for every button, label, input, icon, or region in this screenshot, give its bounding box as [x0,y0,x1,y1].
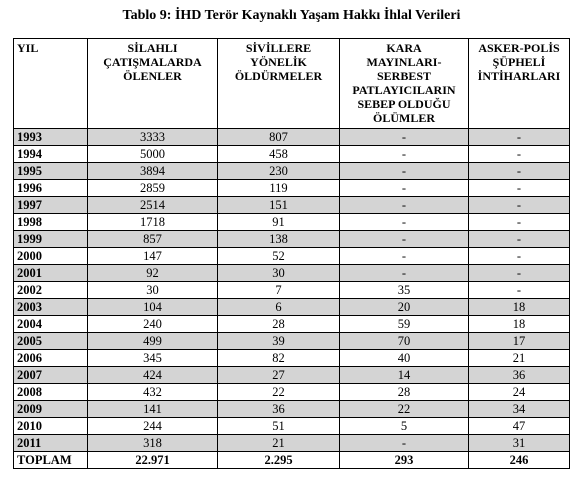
table-row [14,248,570,265]
header-line: SEBEP OLDUĞU [357,97,451,111]
header-line: ÖLDÜRMELER [234,69,323,83]
year-cell: 2006 [14,350,88,367]
civilian-killings-cell: 22 [218,384,340,401]
year-cell: 2007 [14,367,88,384]
table-row [14,418,570,435]
mine-deaths-cell: 22 [340,401,469,418]
civilian-killings-cell: 91 [218,214,340,231]
mine-deaths-cell: - [340,180,469,197]
armed-clashes-cell: 345 [88,350,218,367]
table-row [14,231,570,248]
year-cell: 2009 [14,401,88,418]
year-cell: 2003 [14,299,88,316]
table-row [14,435,570,452]
civilian-killings-cell: 458 [218,146,340,163]
table-row [14,384,570,401]
header-line: YÖNELİK [250,55,307,69]
table-row [14,333,570,350]
mine-deaths-cell: - [340,435,469,452]
civilian-killings-cell: 21 [218,435,340,452]
suicides-cell: - [469,248,570,265]
mine-deaths-cell: 70 [340,333,469,350]
year-cell: 2008 [14,384,88,401]
mine-deaths-cell: - [340,197,469,214]
table-row [14,129,570,146]
total-suicides-cell: 246 [469,452,570,469]
armed-clashes-cell: 318 [88,435,218,452]
header-suicides [469,39,570,129]
table-row [14,265,570,282]
civilian-killings-cell: 36 [218,401,340,418]
total-mine-deaths-cell: 293 [340,452,469,469]
mine-deaths-cell: - [340,146,469,163]
suicides-cell: 31 [469,435,570,452]
civilian-killings-cell: 30 [218,265,340,282]
armed-clashes-cell: 3333 [88,129,218,146]
armed-clashes-cell: 424 [88,367,218,384]
year-cell: 1994 [14,146,88,163]
suicides-cell: - [469,282,570,299]
year-cell: 2002 [14,282,88,299]
suicides-cell: 47 [469,418,570,435]
header-line: MAYINLARI- [366,55,442,69]
armed-clashes-cell: 141 [88,401,218,418]
table-row [14,180,570,197]
table-row [14,350,570,367]
civilian-killings-cell: 28 [218,316,340,333]
mine-deaths-cell: - [340,129,469,146]
total-armed-clashes-cell: 22.971 [88,452,218,469]
suicides-cell: - [469,265,570,282]
year-cell: 2005 [14,333,88,350]
suicides-cell: - [469,197,570,214]
header-line: ÇATIŞMALARDA [103,55,202,69]
header-line: ÖLÜMLER [372,111,435,125]
header-year [14,39,88,129]
suicides-cell: 34 [469,401,570,418]
mine-deaths-cell: - [340,265,469,282]
header-mine-deaths [340,39,469,129]
header-line: ŞÜPHELİ [492,55,546,69]
armed-clashes-cell: 2514 [88,197,218,214]
table-title: Tablo 9: İHD Terör Kaynaklı Yaşam Hakkı İhlal Verileri [122,8,461,23]
civilian-killings-cell: 82 [218,350,340,367]
table-row [14,214,570,231]
year-cell: 1996 [14,180,88,197]
armed-clashes-cell: 5000 [88,146,218,163]
civilian-killings-cell: 52 [218,248,340,265]
table-row [14,163,570,180]
armed-clashes-cell: 2859 [88,180,218,197]
year-cell: 1998 [14,214,88,231]
suicides-cell: - [469,129,570,146]
mine-deaths-cell: 40 [340,350,469,367]
civilian-killings-cell: 51 [218,418,340,435]
armed-clashes-cell: 104 [88,299,218,316]
armed-clashes-cell: 147 [88,248,218,265]
armed-clashes-cell: 92 [88,265,218,282]
year-cell: 2000 [14,248,88,265]
civilian-killings-cell: 230 [218,163,340,180]
mine-deaths-cell: 14 [340,367,469,384]
civilian-killings-cell: 119 [218,180,340,197]
civilian-killings-cell: 138 [218,231,340,248]
header-line: ÖLENLER [123,69,182,83]
armed-clashes-cell: 857 [88,231,218,248]
mine-deaths-cell: 35 [340,282,469,299]
armed-clashes-cell: 499 [88,333,218,350]
header-line: PATLAYICILARIN [352,83,456,97]
armed-clashes-cell: 1718 [88,214,218,231]
mine-deaths-cell: 28 [340,384,469,401]
table-row [14,401,570,418]
header-civilian-killings [218,39,340,129]
year-cell: 2011 [14,435,88,452]
suicides-cell: - [469,163,570,180]
armed-clashes-cell: 30 [88,282,218,299]
table-row [14,316,570,333]
table-row [14,299,570,316]
suicides-cell: 18 [469,316,570,333]
header-line: İNTİHARLARI [477,69,561,83]
header-line: ASKER-POLİS [478,41,560,55]
year-cell: 1997 [14,197,88,214]
suicides-cell: - [469,180,570,197]
table-row [14,197,570,214]
mine-deaths-cell: - [340,248,469,265]
mine-deaths-cell: - [340,163,469,180]
year-cell: 2010 [14,418,88,435]
year-cell: 1993 [14,129,88,146]
year-cell: 1995 [14,163,88,180]
armed-clashes-cell: 244 [88,418,218,435]
total-civilian-killings-cell: 2.295 [218,452,340,469]
year-cell: 2001 [14,265,88,282]
suicides-cell: 17 [469,333,570,350]
mine-deaths-cell: - [340,214,469,231]
suicides-cell: 36 [469,367,570,384]
header-line: YIL [17,41,39,55]
violations-table [13,38,570,469]
suicides-cell: 18 [469,299,570,316]
table-row [14,367,570,384]
suicides-cell: - [469,214,570,231]
table-body [14,129,570,469]
header-line: KARA [386,41,422,55]
total-label: TOPLAM [14,452,88,469]
suicides-cell: - [469,146,570,163]
mine-deaths-cell: 20 [340,299,469,316]
header-row [14,39,570,129]
year-cell: 2004 [14,316,88,333]
mine-deaths-cell: - [340,231,469,248]
header-line: SİLAHLI [127,41,178,55]
suicides-cell: 21 [469,350,570,367]
total-row [14,452,570,469]
suicides-cell: 24 [469,384,570,401]
table-row [14,282,570,299]
header-line: SİVİLLERE [245,41,312,55]
header-line: SERBEST [376,69,432,83]
civilian-killings-cell: 151 [218,197,340,214]
suicides-cell: - [469,231,570,248]
armed-clashes-cell: 432 [88,384,218,401]
civilian-killings-cell: 6 [218,299,340,316]
armed-clashes-cell: 240 [88,316,218,333]
table-row [14,146,570,163]
mine-deaths-cell: 59 [340,316,469,333]
mine-deaths-cell: 5 [340,418,469,435]
header-armed-clashes [88,39,218,129]
civilian-killings-cell: 39 [218,333,340,350]
armed-clashes-cell: 3894 [88,163,218,180]
civilian-killings-cell: 27 [218,367,340,384]
year-cell: 1999 [14,231,88,248]
civilian-killings-cell: 807 [218,129,340,146]
civilian-killings-cell: 7 [218,282,340,299]
